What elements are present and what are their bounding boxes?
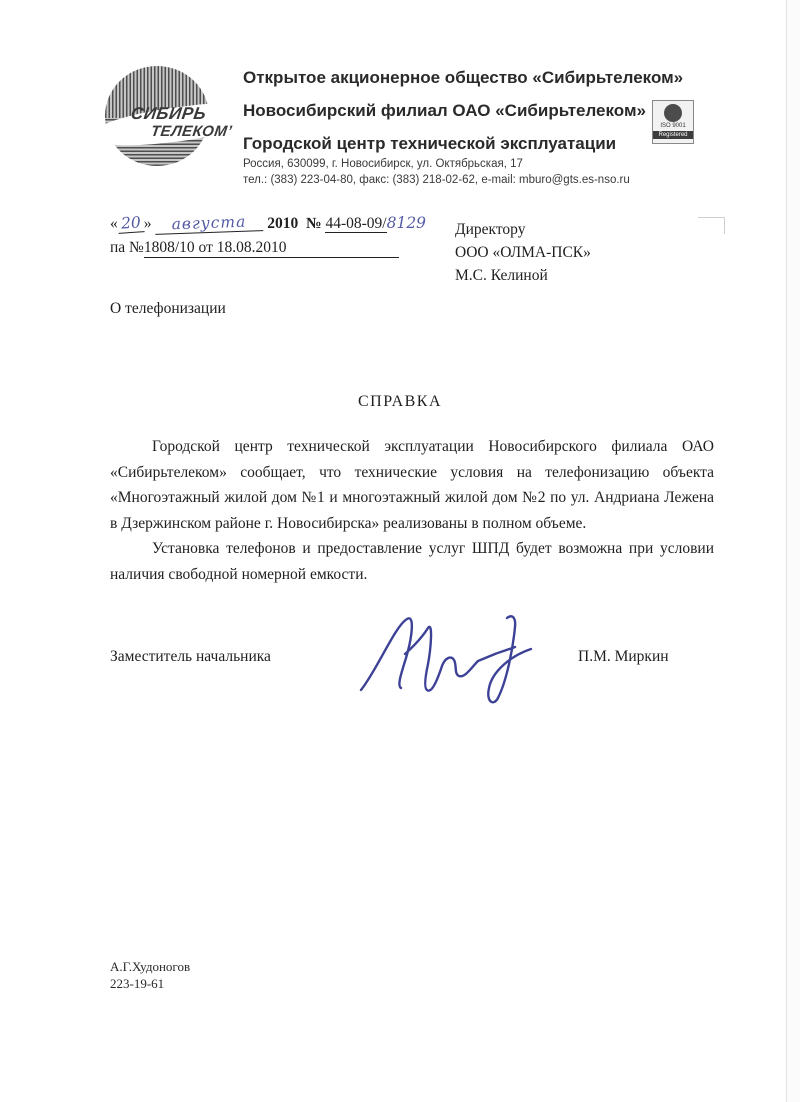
letter-body — [110, 434, 714, 587]
executor-name: А.Г.Худоногов — [110, 959, 191, 974]
org-name-line2: Новосибирский филиал ОАО «Сибирьтелеком» — [243, 101, 646, 120]
addressee-block — [455, 218, 591, 287]
addressee-person: М.С. Келиной — [455, 267, 548, 284]
signature-scribble-icon — [355, 608, 555, 708]
body-paragraph-2: Установка телефонов и предоставление услуг ШПД будет возможна при условии наличия свободной номерной емкости. — [110, 540, 714, 583]
number-sign: № — [306, 215, 322, 232]
signer-name: П.М. Миркин — [578, 648, 669, 665]
document-title: СПРАВКА — [357, 393, 443, 410]
reply-reference-line — [110, 239, 450, 258]
reply-prefix: па № — [110, 239, 144, 256]
org-name-line3: Городской центр технической эксплуатации — [243, 134, 617, 153]
iso-9001-badge-icon — [652, 100, 694, 144]
org-address: Россия, 630099, г. Новосибирск, ул. Октябрьская, 17 — [243, 158, 523, 170]
handwritten-month: августа — [155, 212, 264, 235]
iso-badge-label: ISO 9001 — [660, 123, 686, 129]
scan-edge-line — [786, 0, 787, 1102]
iso-badge-registered: Registered — [653, 131, 693, 139]
logo-text-line1: СИБИРЬ — [129, 104, 208, 123]
handwritten-day: 20 — [117, 213, 144, 234]
addressee-company: ООО «ОЛМА-ПСК» — [455, 244, 591, 261]
sibirtelecom-logo-icon — [95, 60, 245, 172]
iso-badge-globe-icon — [664, 104, 682, 122]
reply-value: 1808/10 от 18.08.2010 — [144, 239, 399, 258]
date-number-line — [110, 214, 450, 233]
logo-text-line2: ТЕЛЕКОМ’ — [149, 123, 234, 140]
quote-close: » — [143, 215, 152, 232]
org-contacts: тел.: (383) 223-04-80, факс: (383) 218-02-62, e-mail: mburo@gts.es-nso.ru — [243, 174, 630, 186]
scan-edge-band — [787, 0, 800, 1102]
body-paragraph-1: Городской центр технической эксплуатации Новосибирского филиала ОАО «Сибирьтелеком» сообщает, что технические условия на телефонизацию объекта «Многоэтажный жилой дом №1 и многоэтажный жилой дом №2 по ул. Андриана Лежена в Дзержинском районе г. Новосибирска» реализованы в полном объеме. — [110, 438, 714, 532]
doc-year: 2010 — [267, 215, 299, 232]
letterhead-org-block — [243, 68, 723, 188]
subject-line: О телефонизации — [110, 300, 226, 317]
addressee-title: Директору — [455, 221, 526, 238]
org-name-line1: Открытое акционерное общество «Сибирьтелеком» — [243, 68, 684, 87]
doc-number-handwritten: 8129 — [386, 214, 427, 232]
doc-number-printed: 44-08-09/ — [325, 215, 387, 232]
reference-block — [110, 214, 450, 258]
executor-phone: 223-19-61 — [110, 976, 165, 991]
signer-position: Заместитель начальника — [110, 648, 271, 665]
executor-block — [110, 958, 190, 992]
quote-open: « — [110, 215, 118, 232]
template-corner-mark — [698, 217, 725, 234]
